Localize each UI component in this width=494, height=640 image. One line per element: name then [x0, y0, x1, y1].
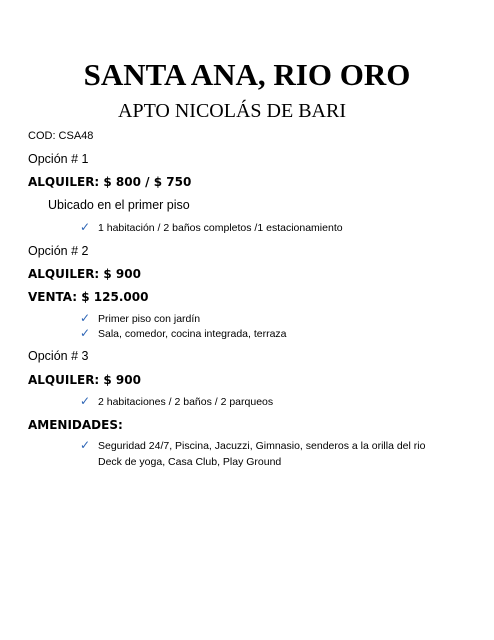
bullet-text: Primer piso con jardín [98, 313, 201, 325]
option-1-label: Opción # 1 [28, 152, 89, 166]
check-icon: ✓ [80, 326, 91, 340]
option-2-bullet-2 [80, 327, 287, 341]
option-3-bullet [80, 395, 273, 409]
option-2-bullet-1 [80, 312, 200, 326]
option-3-label: Opción # 3 [28, 349, 89, 363]
check-icon: ✓ [80, 220, 91, 234]
option-3-rent-price: ALQUILER: $ 900 [28, 373, 141, 387]
bullet-text: Sala, comedor, cocina integrada, terraza [98, 328, 287, 340]
check-icon: ✓ [80, 438, 91, 452]
amenities-bullet [80, 439, 425, 469]
option-1-rent-price: ALQUILER: $ 800 / $ 750 [28, 175, 192, 189]
option-1-bullet [80, 221, 343, 235]
amenities-text [98, 439, 425, 469]
bullet-text: 2 habitaciones / 2 baños / 2 parqueos [98, 396, 274, 408]
document-title: SANTA ANA, RIO ORO [83, 57, 411, 92]
amenities-line-2: Deck de yoga, Casa Club, Play Ground [98, 456, 282, 468]
document-subtitle: APTO NICOLÁS DE BARI [118, 100, 346, 122]
option-2-rent-price: ALQUILER: $ 900 [28, 267, 141, 281]
check-icon: ✓ [80, 311, 91, 325]
option-2-label: Opción # 2 [28, 244, 89, 258]
option-1-note: Ubicado en el primer piso [48, 198, 190, 212]
check-icon: ✓ [80, 394, 91, 408]
option-2-sale-price: VENTA: $ 125.000 [28, 290, 149, 304]
amenities-line-1: Seguridad 24/7, Piscina, Jacuzzi, Gimnasio, senderos a la orilla del rio [98, 440, 426, 452]
amenities-heading: AMENIDADES: [28, 418, 123, 432]
bullet-text: 1 habitación / 2 baños completos /1 estacionamiento [98, 222, 343, 234]
property-code: COD: CSA48 [28, 130, 94, 142]
